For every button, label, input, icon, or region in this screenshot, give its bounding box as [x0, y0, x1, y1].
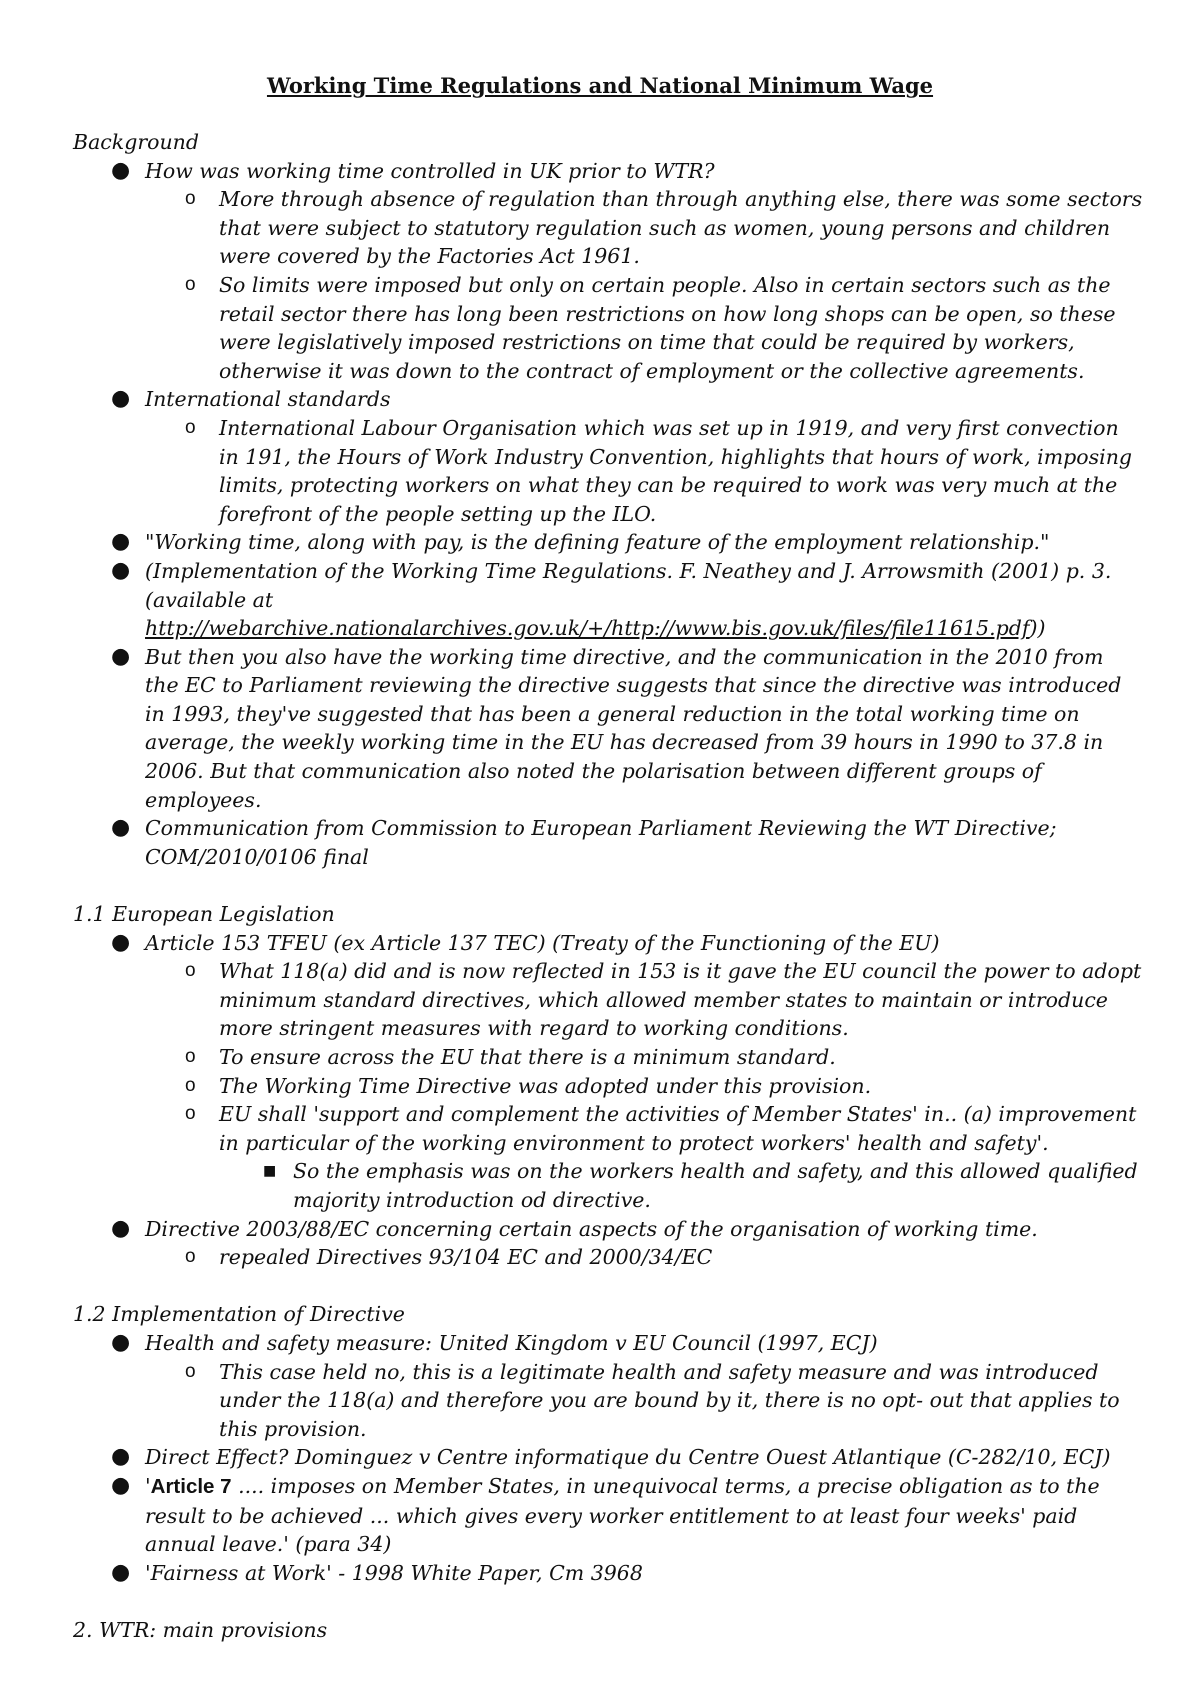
bullet-dot-icon: ●	[111, 1559, 131, 1585]
list-item: ● Direct Effect? Dominguez v Centre informatique du Centre Ouest Atlantique (C-282/10, ECJ)	[73, 1443, 1143, 1472]
bullet-dot-icon: ●	[111, 929, 131, 955]
bullet-circle-icon: o	[185, 1360, 196, 1382]
list-item: ● (Implementation of the Working Time Regulations. F. Neathey and J. Arrowsmith (2001) p. 3. (available at http://webarchive.nationalarchives.gov.uk/+/http://www.bis.gov.uk/files/file11615.pdf))	[111, 557, 1112, 641]
bullet-circle-icon: o	[185, 960, 196, 982]
section-implementation	[73, 1300, 1143, 1587]
section-heading: 1.2 Implementation of Directive	[73, 1302, 405, 1327]
list-item: o To ensure across the EU that there is a minimum standard.	[73, 1043, 1143, 1072]
bullet-circle-icon: o	[185, 1103, 196, 1125]
bullet-dot-icon: ●	[111, 1215, 131, 1241]
bullet-dot-icon: ●	[111, 529, 131, 555]
page-title: Working Time Regulations and National Minimum Wage	[266, 73, 934, 98]
bullet-list	[73, 157, 1143, 872]
paragraph-gap	[73, 1587, 1143, 1616]
list-item: o What 118(a) did and is now reflected in 153 is it gave the EU council the power to adopt minimum standard directives, which allowed member states to maintain or introduce more stringent measures with regard to working conditions.	[185, 959, 1142, 1041]
paragraph-gap	[73, 871, 1143, 900]
list-item: ■ So the emphasis was on the workers health and safety, and this allowed qualified majority introduction od directive.	[263, 1159, 1138, 1212]
bullet-dot-icon: ●	[111, 1444, 131, 1470]
bullet-dot-icon: ●	[111, 157, 131, 183]
list-item: o International Labour Organisation which was set up in 1919, and very first convection in 191, the Hours of Work Industry Convention, highlights that hours of work, imposing limits, protecting workers on what they can be required to work was very much at the forefront of the people setting up the ILO.	[185, 415, 1133, 526]
section-heading: 2. WTR: main provisions	[73, 1617, 328, 1642]
list-item: ● Directive 2003/88/EC concerning certain aspects of the organisation of working time.	[73, 1215, 1143, 1244]
list-item: o This case held no, this is a legitimate health and safety measure and was introduced under the 118(a) and therefore you are bound by it, there is no opt- out that applies to this provision.	[185, 1359, 1120, 1441]
bullet-circle-icon: o	[185, 273, 196, 295]
bullet-dot-icon: ●	[111, 1329, 131, 1355]
bullet-circle-icon: o	[185, 1046, 196, 1067]
section-european-legislation	[73, 900, 1143, 1272]
list-item: ● How was working time controlled in UK prior to WTR?	[73, 157, 1143, 186]
section-heading: 1.1 European Legislation	[73, 902, 335, 927]
list-item: o So limits were imposed but only on certain people. Also in certain sectors such as the retail sector there has long been restrictions on how long shops can be open, so these were legislatively imposed restrictions on time that could be required by workers, otherwise it was down to the contract of employment or the collective agreements.	[185, 272, 1116, 383]
bullet-square-icon: ■	[263, 1163, 277, 1180]
bullet-circle-icon: o	[185, 416, 196, 438]
list-item: ● Communication from Commission to European Parliament Reviewing the WT Directive; COM/2010/0106 final	[111, 815, 1057, 869]
bullet-dot-icon: ●	[111, 643, 131, 669]
list-item: ● International standards	[73, 385, 1143, 414]
list-item: o The Working Time Directive was adopted under this provision.	[73, 1072, 1143, 1101]
archive-link[interactable]: http://webarchive.nationalarchives.gov.uk/+/http://www.bis.gov.uk/files/file11615.pdf	[145, 616, 1030, 641]
section-main-provisions	[73, 1616, 1143, 1645]
list-item: o More through absence of regulation than through anything else, there was some sectors that were subject to statutory regulation such as women, young persons and children were covered by the Factories Act 1961.	[185, 187, 1143, 269]
bullet-dot-icon: ●	[111, 1472, 131, 1498]
list-item: ● "Working time, along with pay, is the defining feature of the employment relationship."	[73, 528, 1143, 557]
bullet-list	[73, 1329, 1143, 1587]
bullet-dot-icon: ●	[111, 815, 131, 841]
section-background	[73, 128, 1143, 871]
section-heading: Background	[73, 130, 199, 154]
document-body	[73, 128, 1143, 1644]
bullet-circle-icon: o	[185, 188, 196, 210]
list-item: ● 'Article 7 .... imposes on Member States, in unequivocal terms, a precise obligation as to the result to be achieved ... which gives every worker entitlement to at least four weeks' paid annual leave.' (para 34)	[111, 1472, 1100, 1557]
bullet-list	[73, 929, 1143, 1272]
list-item: ● 'Fairness at Work' - 1998 White Paper, Cm 3968	[73, 1559, 1143, 1588]
paragraph-gap	[73, 1272, 1143, 1301]
bullet-circle-icon: o	[185, 1246, 196, 1268]
bullet-circle-icon: o	[185, 1074, 196, 1096]
list-item: o EU shall 'support and complement the activities of Member States' in.. (a) improvement in particular of the working environment to protect workers' health and safety'.	[185, 1102, 1137, 1155]
list-item: o repealed Directives 93/104 EC and 2000/34/EC	[73, 1243, 1143, 1272]
bullet-dot-icon: ●	[111, 557, 131, 583]
list-item: ● But then you also have the working time directive, and the communication in the 2010 from the EC to Parliament reviewing the directive suggests that since the directive was introduced in 1993, they've suggested that has been a general reduction in the total working time on average, the weekly working time in the EU has decreased from 39 hours in 1990 to 37.8 in 2006. But that communication also noted the polarisation between different groups of employees.	[111, 643, 1122, 812]
list-item: ● Health and safety measure: United Kingdom v EU Council (1997, ECJ)	[73, 1329, 1143, 1358]
list-item: ● Article 153 TFEU (ex Article 137 TEC) (Treaty of the Functioning of the EU)	[73, 929, 1143, 958]
bullet-dot-icon: ●	[111, 386, 131, 412]
